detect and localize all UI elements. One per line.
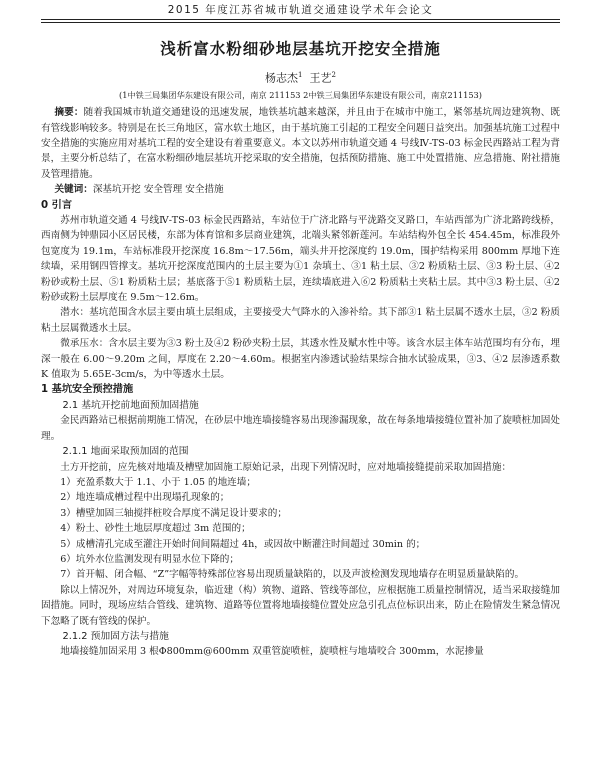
intro-paragraph: 微承压水：含水层主要为③3 粉土及④2 粉砂夹粉土层，其透水性及赋水性中等。该含水层主体车站范围均有分布，埋深一般在 6.00～9.20m 之间，厚度在 2.20～4.60m。根据室内渗透试验结果综合抽水试验成果，③3、④2 层渗透系数 K 值取为 5.65E-3cm/s，为中等透水土层。 — [41, 338, 560, 381]
body-paragraph: 地墙接缝加固采用 3 根Φ800mm@600mm 双重管旋喷桩，旋喷桩与地墙咬合 300mm，水泥掺量 — [60, 646, 484, 658]
body-paragraph: 除以上情况外，对周边环境复杂，临近建（构）筑物、道路、管线等部位，应根据施工质量控制情况，适当采取接缝加固措施。同时，现场应结合管线、建筑物、道路等位置将地墙接缝位置处应急引孔点位标识出来，防止在险情发生紧急情况下忽略了既有管线的保护。 — [41, 584, 560, 627]
subsection-heading-2-1-2: 2.1.2 预加固方法与措施 — [62, 630, 169, 642]
list-item: 4）粉土、砂性土地层厚度超过 3m 范围的； — [60, 523, 251, 535]
author-name: 杨志杰 — [265, 71, 299, 85]
abstract-label: 摘要： — [54, 107, 84, 119]
list-item: 1）充盈系数大于 1.1、小于 1.05 的地连墙； — [60, 476, 256, 488]
subsection-heading-2-1-1: 2.1.1 地面采取预加固的范围 — [62, 446, 189, 458]
intro-paragraph: 苏州市轨道交通 4 号线Ⅳ-TS-03 标金民西路站，车站位于广济北路与平泷路交叉路口，车站西部为广济北路跨线桥，西南侧为钟鼎园小区居民楼，东部为体育馆和多层商业建筑，北端头紧邻新莲河。车站结构外包全长 454.45m，标准段外包宽度为 19.1m，车站标准段开挖深度 16.8m～17.56m，端头井开挖深度约 19.0m，围护结构采用 800mm 厚地下连续墙，采用钢四管撑支。基坑开挖深度范围内的土层主要为①1 杂填土、③1 粘土层、③2 粉质粘土层、③3 粉土层、④2 粉砂或粉土层、⑤1 粉质粘土层；基底落于⑤1 粉质粘土层，连续墙底进入⑥2 粉质粘土夹粘土层。其中③3 粉土层、④2 粉砂或粉土层厚度在 9.5m～12.6m。 — [41, 215, 560, 304]
author-affiliation-mark: 1 — [298, 70, 303, 79]
section-heading-intro: 0 引言 — [41, 199, 73, 211]
paper-title: 浅析富水粉细砂地层基坑开挖安全措施 — [160, 39, 441, 58]
list-item: 2）地连墙成槽过程中出现塌孔现象的； — [60, 492, 230, 504]
list-item: 7）首开幅、闭合幅、“Z”字幅等特殊部位容易出现质量缺陷的，以及声波检测发现地墙存在明显质量缺陷的。 — [60, 569, 525, 581]
section-heading-1: 1 基坑安全预控措施 — [41, 384, 134, 396]
header-rule-thin — [41, 22, 560, 23]
affiliations: (1中铁三局集团华东建设有限公司，南京 211153 2中铁三局集团华东建设有限公司，南京211153) — [119, 90, 482, 101]
keywords — [41, 182, 560, 197]
list-item: 3）槽壁加固三轴搅拌桩咬合厚度不满足设计要求的； — [60, 507, 287, 519]
running-head: 2015 年度江苏省城市轨道交通建设学术年会论文 — [167, 4, 434, 16]
list-item: 6）坑外水位监测发现有明显水位下降的； — [60, 553, 239, 565]
body-paragraph: 金民西路站已根据前期施工情况，在砂层中地连墙接缝容易出现渗漏现象，故在每条地墙接缝位置补加了旋喷桩加固处理。 — [41, 415, 560, 442]
keywords-label: 关键词： — [54, 184, 93, 196]
abstract-text: 随着我国城市轨道交通建设的迅速发展，地铁基坑越来越深，并且由于在城市中施工，紧邻基坑周边建筑物、既有管线影响较多。特别是在长三角地区，富水软土地区，由于基坑施工引起的工程安全问题日益突出。加强基坑施工过程中安全措施的实施应用对基坑工程的安全建设有着重要意义。本文以苏州市轨道交通 4 号线Ⅳ-TS-03 标金民西路站工程为背景，主要分析总结了，在富水粉细砂地层基坑开挖采取的安全措施，包括预防措施、施工中处置措施、应急措施、附社措施及管理措施。 — [41, 107, 561, 180]
author-affiliation-mark: 2 — [331, 70, 336, 79]
list-item: 5）成槽清孔完成至灌注开始时间间隔超过 4h，或因故中断灌注时间超过 30min 的； — [60, 538, 426, 550]
intro-paragraph: 潜水：基坑范围含水层主要由填土层组成，主要接受大气降水的入渗补给。其下部③1 粘土层属不透水土层，③2 粉质粘土层属微透水土层。 — [41, 307, 560, 334]
keywords-text: 深基坑开挖 安全管理 安全措施 — [92, 184, 224, 196]
author-line — [41, 68, 560, 86]
author-name: 王艺 — [309, 71, 332, 85]
subsection-heading-2-1: 2.1 基坑开挖前地面预加固措施 — [62, 399, 199, 411]
header-rule — [41, 19, 560, 20]
abstract — [41, 105, 560, 182]
body-paragraph: 土方开挖前，应先核对地墙及槽壁加固施工原始记录，出现下列情况时，应对地墙接缝提前采取加固措施： — [60, 461, 512, 473]
